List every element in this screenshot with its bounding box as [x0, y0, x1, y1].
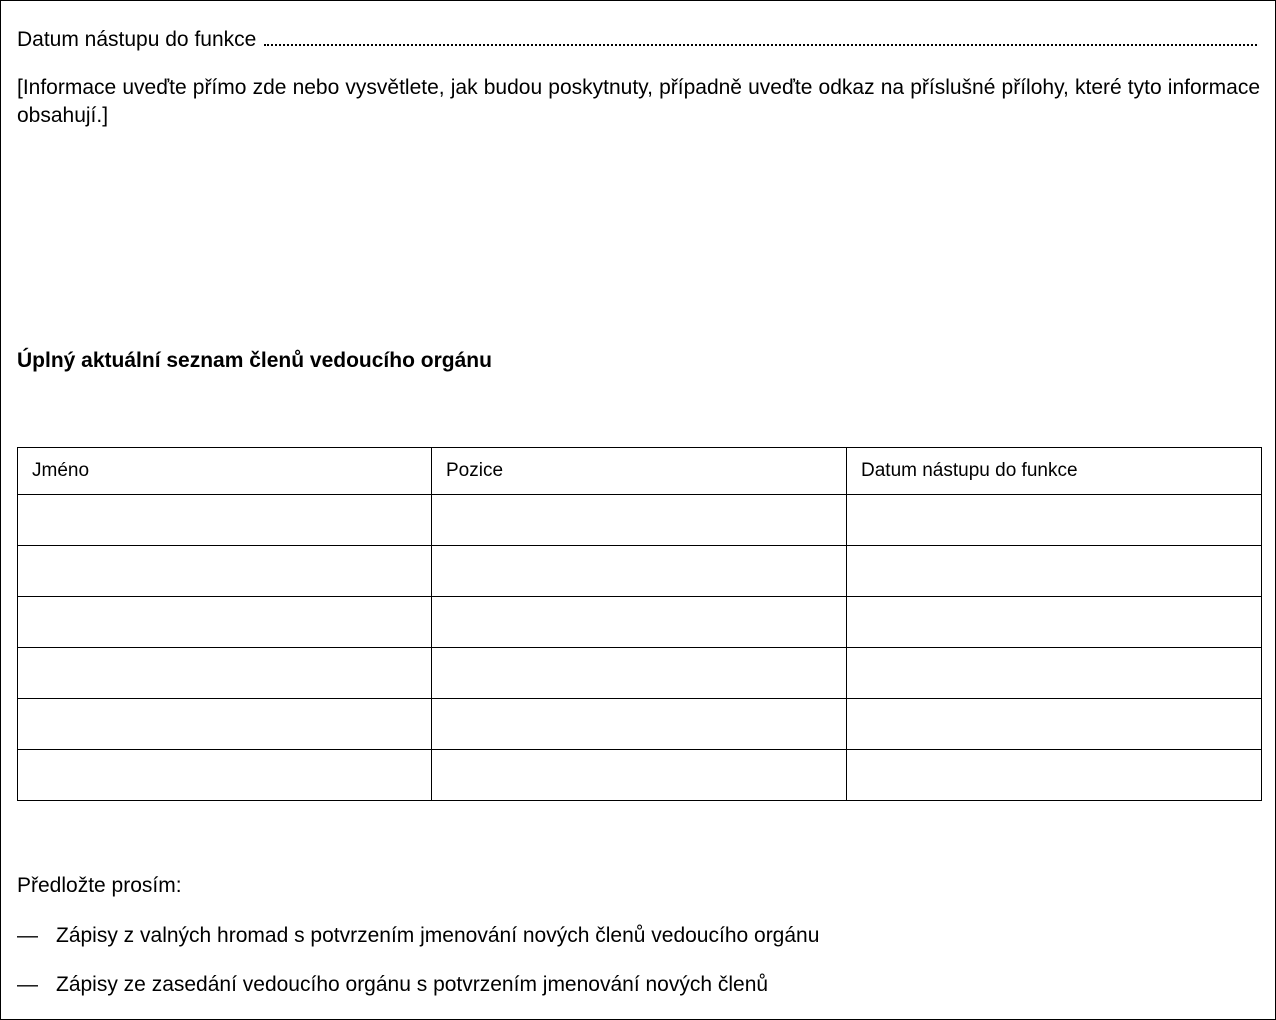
name-cell[interactable] [18, 699, 432, 750]
name-cell[interactable] [18, 495, 432, 546]
name-cell[interactable] [18, 597, 432, 648]
list-item-text: Zápisy z valných hromad s potvrzením jmenování nových členů vedoucího orgánu [56, 924, 820, 947]
name-cell[interactable] [18, 750, 432, 801]
members-table [17, 447, 1262, 801]
date-cell[interactable] [847, 699, 1262, 750]
table-row [18, 546, 1262, 597]
position-cell[interactable] [432, 546, 847, 597]
list-item-text: Zápisy ze zasedání vedoucího orgánu s potvrzením jmenování nových členů [56, 973, 769, 996]
dash-marker: — [17, 924, 38, 947]
name-cell[interactable] [18, 648, 432, 699]
dash-marker: — [17, 973, 38, 996]
position-cell[interactable] [432, 699, 847, 750]
date-cell[interactable] [847, 495, 1262, 546]
date-cell[interactable] [847, 750, 1262, 801]
table-row [18, 750, 1262, 801]
date-cell[interactable] [847, 546, 1262, 597]
table-row [18, 699, 1262, 750]
table-row [18, 648, 1262, 699]
date-of-appointment-label: Datum nástupu do funkce [17, 28, 257, 51]
section-heading: Úplný aktuální seznam členů vedoucího orgánu [17, 349, 492, 372]
list-item [17, 922, 819, 950]
date-of-appointment-line [17, 26, 1257, 54]
list-item [17, 971, 768, 999]
instruction-text: [Informace uveďte přímo zde nebo vysvětlete, jak budou poskytnuty, případně uveďte odkaz na příslušné přílohy, které tyto informace obsahují.] [17, 76, 1260, 127]
submit-label: Předložte prosím: [17, 874, 182, 897]
name-cell[interactable] [18, 546, 432, 597]
column-header-position: Pozice [432, 448, 847, 495]
table-header-row [18, 448, 1262, 495]
date-of-appointment-fill-line[interactable] [264, 40, 1257, 46]
date-cell[interactable] [847, 597, 1262, 648]
position-cell[interactable] [432, 750, 847, 801]
column-header-date: Datum nástupu do funkce [847, 448, 1262, 495]
table-row [18, 597, 1262, 648]
position-cell[interactable] [432, 597, 847, 648]
table-row [18, 495, 1262, 546]
position-cell[interactable] [432, 495, 847, 546]
position-cell[interactable] [432, 648, 847, 699]
date-cell[interactable] [847, 648, 1262, 699]
column-header-name: Jméno [18, 448, 432, 495]
